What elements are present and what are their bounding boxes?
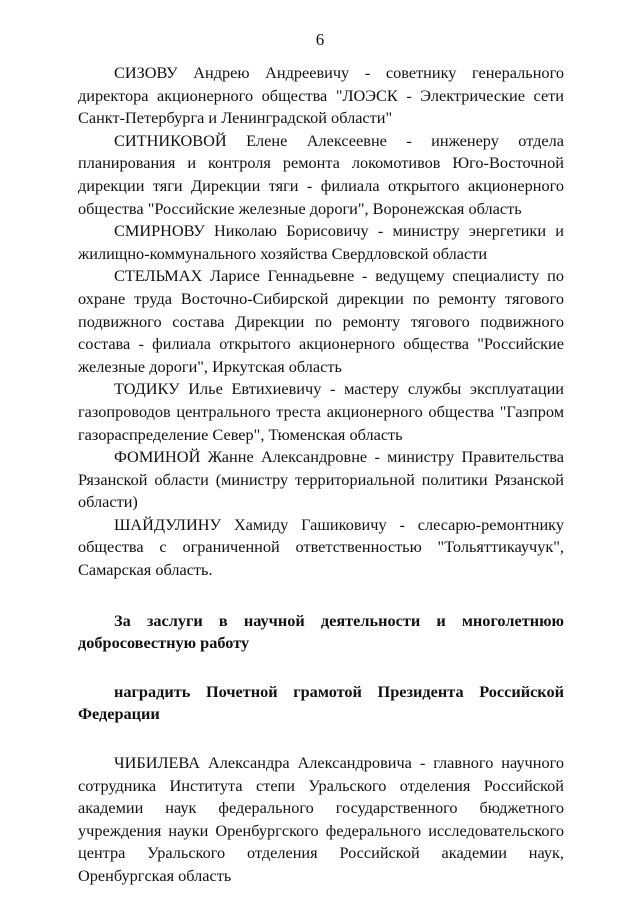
award-heading: наградить Почетной грамотой Президента Российской Федерации xyxy=(78,681,564,724)
spacer xyxy=(78,655,564,681)
merit-heading: За заслуги в научной деятельности и многолетнюю добросовестную работу xyxy=(78,610,564,653)
award-entry-chibilev: ЧИБИЛЕВА Александра Александровича - главного научного сотрудника Института степи Уральского отделения Российской академии наук федерального государственного бюджетного учреждения науки Оренбургского федерального исследовательского центра Уральского отделения Российской академии наук, Оренбургская область xyxy=(78,753,564,885)
award-entry-shaydulin: ШАЙДУЛИНУ Хамиду Гашиковичу - слесарю-ремонтнику общества с ограниченной ответственностью "Тольяттикаучук", Самарская область. xyxy=(78,514,564,580)
award-entry-smirnov: СМИРНОВУ Николаю Борисовичу - министру энергетики и жилищно-коммунального хозяйства Свердловской области xyxy=(78,221,564,263)
spacer xyxy=(78,582,564,610)
award-entry-todik: ТОДИКУ Илье Евтихиевичу - мастеру службы эксплуатации газопроводов центрального треста акционерного общества "Газпром газораспределение Север", Тюменская область xyxy=(78,379,564,444)
award-entry-sitnikova: СИТНИКОВОЙ Елене Алексеевне - инженеру отдела планирования и контроля ремонта локомотивов Юго-Восточной дирекции тяги Дирекции тяги - филиала открытого акционерного общества "Российские железные дороги", Воронежская область xyxy=(78,130,564,218)
spacer xyxy=(78,726,564,752)
award-entry-sizov: СИЗОВУ Андрею Андреевичу - советнику генерального директора акционерного общества "ЛОЭСК - Электрические сети Санкт-Петербурга и Ленинградской области" xyxy=(78,63,564,128)
award-entry-stelmakh: СТЕЛЬМАХ Ларисе Геннадьевне - ведущему специалисту по охране труда Восточно-Сибирской дирекции по ремонту тягового подвижного состава Дирекции по ремонту тягового подвижного состава - филиала открытого акционерного общества "Российские железные дороги", Иркутская область xyxy=(78,266,564,376)
document-body xyxy=(78,62,564,888)
award-entry-fomina: ФОМИНОЙ Жанне Александровне - министру Правительства Рязанской области (министру территориальной политики Рязанской области) xyxy=(78,447,564,512)
page-number: 6 xyxy=(315,30,325,49)
